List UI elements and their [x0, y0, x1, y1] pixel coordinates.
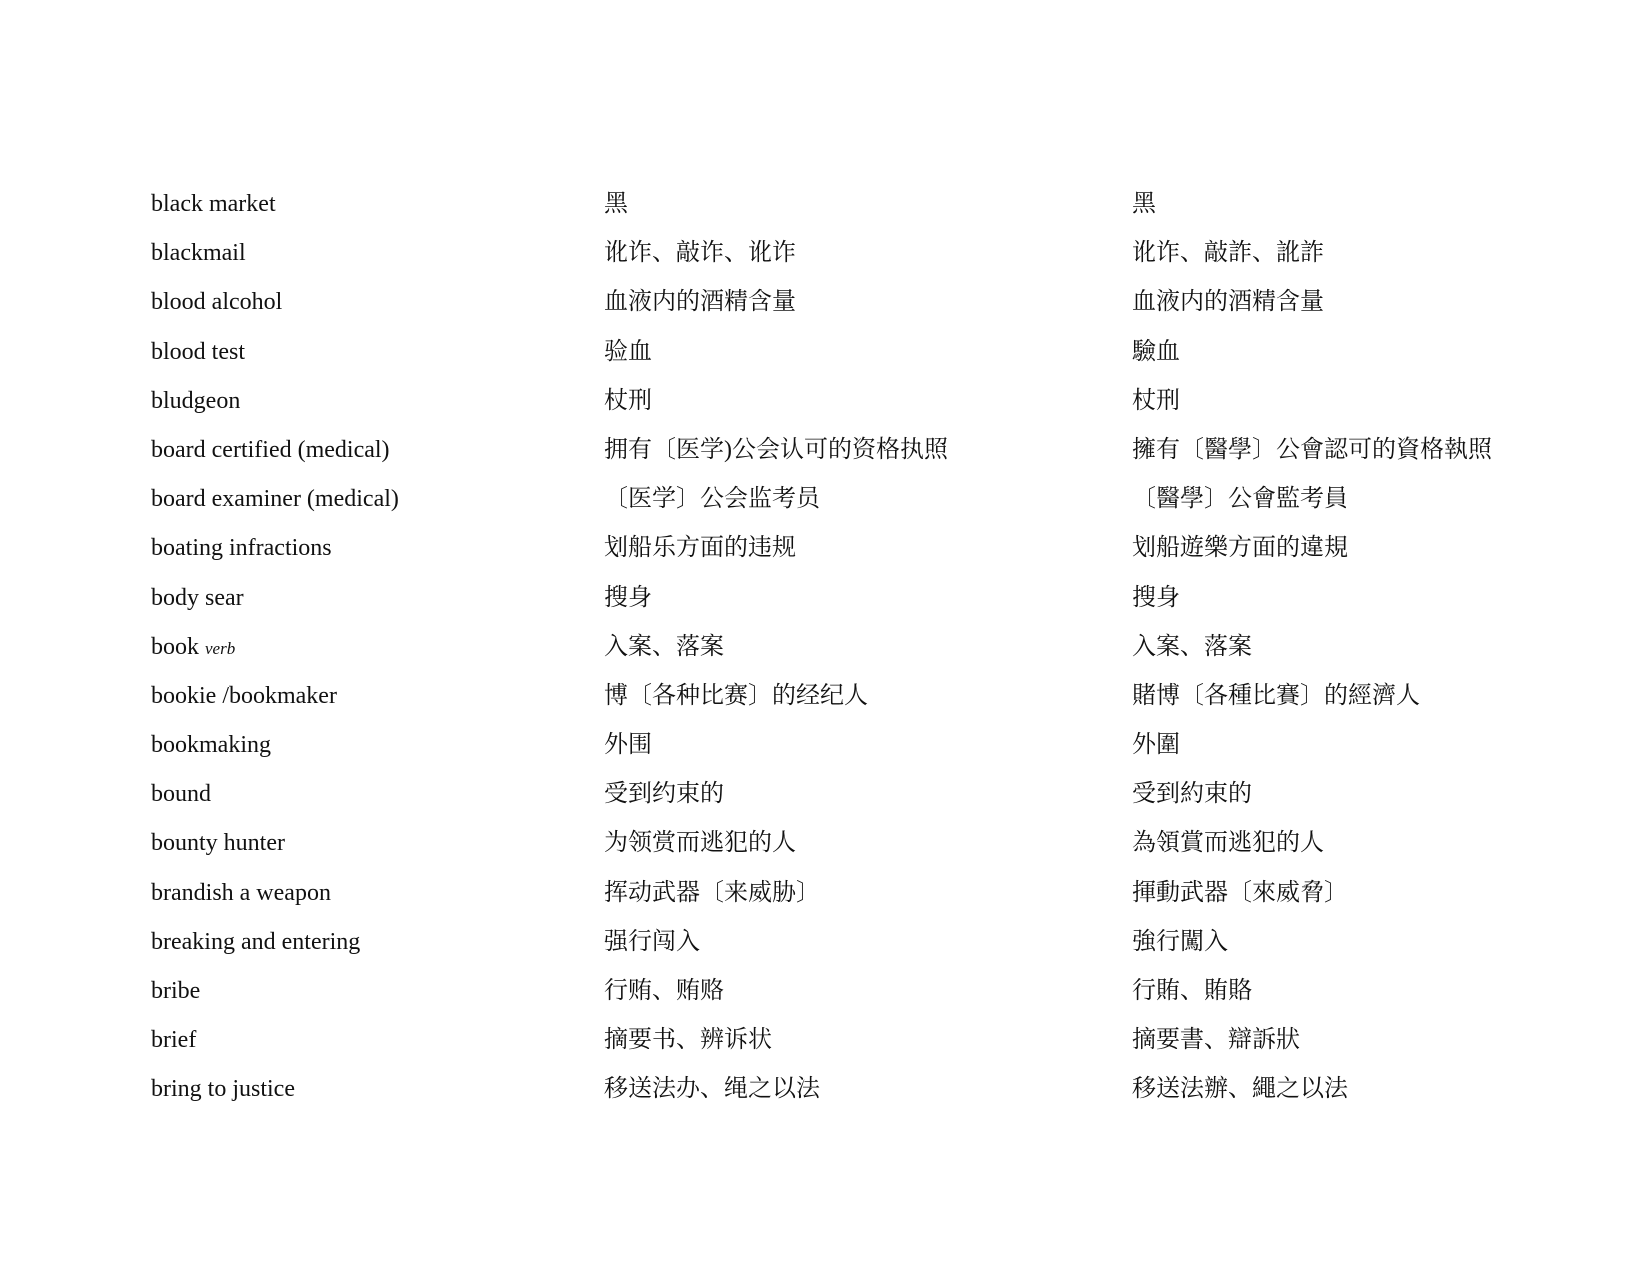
simplified-chinese-term: 为领赏而逃犯的人 [604, 830, 796, 857]
traditional-chinese-term: 為領賞而逃犯的人 [1132, 830, 1324, 857]
glossary-row [151, 385, 1551, 434]
english-term [151, 926, 360, 958]
english-term [151, 188, 276, 220]
simplified-chinese-term: 划船乐方面的违规 [604, 535, 796, 562]
english-term [151, 336, 245, 368]
english-term-text: brief [151, 1027, 197, 1054]
simplified-chinese-term: 拥有〔医学)公会认可的资格执照 [604, 436, 948, 463]
traditional-chinese-term: 黑 [1132, 191, 1156, 217]
english-term-text: board certified (medical) [151, 436, 390, 463]
glossary-row [151, 877, 1551, 926]
english-term [151, 1024, 196, 1056]
simplified-chinese-term: 受到约束的 [604, 781, 724, 808]
glossary-row [151, 237, 1551, 286]
traditional-chinese-term: 〔醫學〕公會監考員 [1132, 486, 1348, 513]
simplified-chinese-term: 博〔各种比赛〕的经纪人 [604, 682, 868, 709]
english-term [151, 975, 200, 1007]
english-term-text: board examiner (medical) [151, 486, 399, 513]
part-of-speech: verb [205, 638, 236, 658]
english-term-text: bookmaking [151, 732, 271, 759]
traditional-chinese-term: 摘要書、辯訴狀 [1132, 1027, 1300, 1054]
traditional-chinese-term: 移送法辦、繩之以法 [1132, 1076, 1348, 1103]
traditional-chinese-term: 搜身 [1132, 584, 1180, 611]
english-term [151, 237, 246, 269]
traditional-chinese-term: 賭博〔各種比賽〕的經濟人 [1132, 682, 1420, 709]
simplified-chinese-term: 入案、落案 [604, 633, 724, 660]
glossary-table [151, 188, 1551, 1123]
english-term-text: black market [151, 191, 276, 217]
english-term [151, 434, 390, 466]
english-term [151, 483, 399, 515]
english-term-text: book [151, 633, 199, 660]
glossary-row [151, 532, 1551, 581]
simplified-chinese-term: 杖刑 [604, 387, 652, 414]
english-term [151, 532, 332, 564]
glossary-row [151, 582, 1551, 631]
glossary-row [151, 778, 1551, 827]
glossary-row [151, 286, 1551, 335]
traditional-chinese-term: 驗血 [1132, 338, 1180, 365]
english-term [151, 877, 331, 909]
traditional-chinese-term: 入案、落案 [1132, 633, 1252, 660]
traditional-chinese-term: 外圍 [1132, 732, 1180, 759]
english-term [151, 680, 337, 712]
english-term-text: bound [151, 781, 211, 808]
english-term [151, 286, 282, 318]
english-term [151, 827, 285, 859]
simplified-chinese-term: 〔医学〕公会监考员 [604, 486, 820, 513]
english-term-text: bounty hunter [151, 830, 285, 857]
english-term [151, 631, 235, 665]
english-term [151, 385, 240, 417]
simplified-chinese-term: 血液内的酒精含量 [604, 289, 796, 316]
glossary-row [151, 483, 1551, 532]
traditional-chinese-term: 強行闖入 [1132, 928, 1228, 955]
simplified-chinese-term: 外围 [604, 732, 652, 759]
traditional-chinese-term: 讹诈、敲詐、訛詐 [1132, 240, 1324, 267]
glossary-row [151, 926, 1551, 975]
glossary-row [151, 336, 1551, 385]
glossary-row [151, 434, 1551, 483]
english-term-text: blackmail [151, 240, 246, 267]
english-term [151, 582, 244, 614]
glossary-row [151, 1073, 1551, 1122]
simplified-chinese-term: 黑 [604, 191, 628, 217]
traditional-chinese-term: 受到約束的 [1132, 781, 1252, 808]
english-term [151, 729, 271, 761]
glossary-row [151, 827, 1551, 876]
simplified-chinese-term: 讹诈、敲诈、讹诈 [604, 240, 796, 267]
english-term [151, 1073, 295, 1105]
simplified-chinese-term: 验血 [604, 338, 652, 365]
english-term-text: blood alcohol [151, 289, 283, 316]
simplified-chinese-term: 强行闯入 [604, 928, 700, 955]
traditional-chinese-term: 擁有〔醫學〕公會認可的資格執照 [1132, 436, 1492, 463]
english-term-text: bring to justice [151, 1076, 295, 1103]
simplified-chinese-term: 挥动武器〔来威胁〕 [604, 879, 820, 906]
simplified-chinese-term: 摘要书、辨诉状 [604, 1027, 772, 1054]
traditional-chinese-term: 划船遊樂方面的違規 [1132, 535, 1348, 562]
traditional-chinese-term: 杖刑 [1132, 387, 1180, 414]
glossary-row [151, 1024, 1551, 1073]
english-term [151, 778, 211, 810]
traditional-chinese-term: 行賄、賄賂 [1132, 978, 1252, 1004]
glossary-row [151, 188, 1551, 237]
traditional-chinese-term: 血液内的酒精含量 [1132, 289, 1324, 316]
glossary-row [151, 631, 1551, 680]
simplified-chinese-term: 移送法办、绳之以法 [604, 1076, 820, 1103]
simplified-chinese-term: 搜身 [604, 584, 652, 611]
english-term-text: boating infractions [151, 535, 332, 562]
english-term-text: body sear [151, 584, 244, 611]
glossary-row [151, 729, 1551, 778]
english-term-text: bribe [151, 978, 201, 1004]
english-term-text: brandish a weapon [151, 879, 331, 906]
glossary-row [151, 975, 1551, 1024]
english-term-text: bookie /bookmaker [151, 682, 337, 709]
english-term-text: breaking and entering [151, 928, 361, 955]
glossary-row [151, 680, 1551, 729]
traditional-chinese-term: 揮動武器〔來威脅〕 [1132, 879, 1348, 906]
simplified-chinese-term: 行贿、贿赂 [604, 978, 724, 1004]
english-term-text: blood test [151, 338, 245, 365]
english-term-text: bludgeon [151, 387, 241, 414]
